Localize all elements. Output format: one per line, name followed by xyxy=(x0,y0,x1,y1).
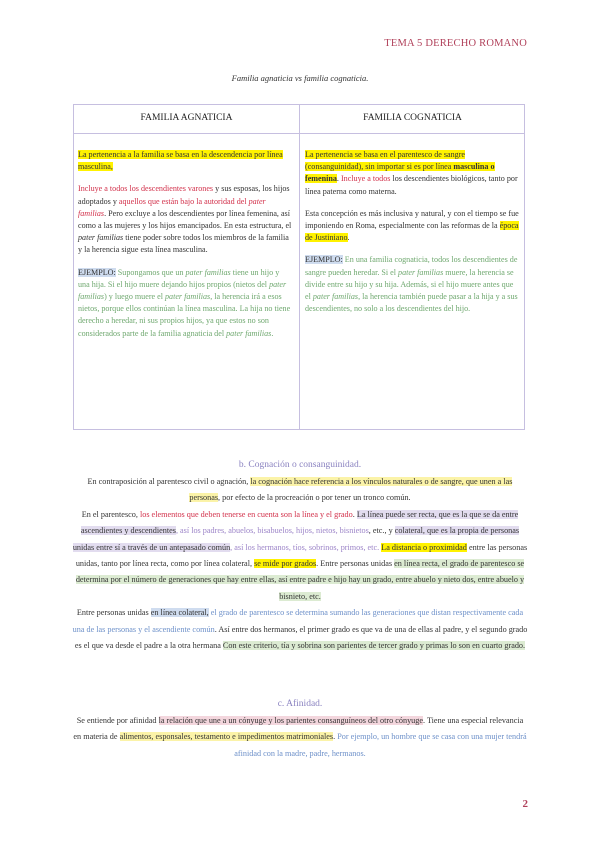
section-body-afinidad xyxy=(72,713,528,762)
table-caption: Familia agnaticia vs familia cognaticia. xyxy=(231,73,369,83)
cognaticia-example: EJEMPLO: En una familia cognaticia, todos los descendientes de sangre pueden heredar. Si el pater familias muere, la herencia se divide entre su hijo y su hija. Además, si el hijo muere antes que el pater familias, la herencia también puede pasar a la hija y a sus descendientes, no solo a los descendientes del hijo. xyxy=(305,255,518,314)
comparison-table xyxy=(73,104,525,430)
agnaticia-example: EJEMPLO: Supongamos que un pater familias tiene un hijo y una hija. Si el hijo muere dejando hijos propios (nietos del pater familias) y luego muere el pater familias, la herencia irá a esos nietos, porque ellos continúan la línea masculina. La hija no tiene derecho a heredar, ni sus propios hijos, ya que estos no son considerados parte de la familia agnaticia del pater familias. xyxy=(78,267,291,338)
table-header-agnaticia: FAMILIA AGNATICIA xyxy=(140,113,233,123)
section-title-afinidad: c. Afinidad. xyxy=(277,699,323,709)
cognacion-paragraph-3: Entre personas unidas en línea colateral, el grado de parentesco se determina sumando las generaciones que distan respectivamente cada una de las personas y el ascendiente común. Así entre dos hermanos, el primer grado es que va de una de ellas al padre, y el segundo grado es el que va desde el padre a la otra hermana Con este criterio, tía y sobrina son parientes de tercer grado y primas lo son en cuarto grado. xyxy=(72,608,528,651)
table-header-cognaticia: FAMILIA COGNATICIA xyxy=(363,113,462,123)
running-header: TEMA 5 DERECHO ROMANO xyxy=(384,38,527,49)
table-cell-agnaticia xyxy=(78,149,292,350)
cognaticia-definition: La pertenencia se basa en el parentesco de sangre (consanguinidad), sin importar si es por línea masculina o femenina. Incluye a todos los descendientes biológicos, tanto por línea paterna como materna. xyxy=(305,150,518,196)
table-header-divider xyxy=(74,133,524,134)
afinidad-paragraph: Se entiende por afinidad la relación que une a un cónyuge y los parientes consanguíneos del otro cónyuge. Tiene una especial relevancia en materia de alimentos, esponsales, testamento e impedimentos matrimoniales. Por ejemplo, un hombre que se casa con una mujer tendrá afinidad con la madre, padre, hermanos. xyxy=(73,716,527,758)
section-title-cognacion: b. Cognación o consanguinidad. xyxy=(238,460,362,470)
cognaticia-evolution: Esta concepción es más inclusiva y natural, y con el tiempo se fue imponiendo en Roma, especialmente con las reformas de la época de Justiniano. xyxy=(305,208,519,243)
section-body-cognacion xyxy=(72,474,528,654)
agnaticia-definition: La pertenencia a la familia se basa en la descendencia por línea masculina, xyxy=(78,150,283,172)
table-column-divider xyxy=(299,105,300,429)
cognacion-paragraph-2: En el parentesco, los elementos que deben tenerse en cuenta son la línea y el grado. La línea puede ser recta, que es la que se da entre ascendientes y descendientes, así los padres, abuelos, bisabuelos, hijos, nietos, bisnietos, etc., y colateral, que es la propia de personas unidas entre sí a través de un antepasado común, así los hermanos, tíos, sobrinos, primos, etc. La distancia o proximidad entre las personas unidas, tanto por línea recta, como por línea colateral, se mide por grados. Entre personas unidas en línea recta, el grado de parentesco se determina por el número de generaciones que hay entre ellas, así entre padre e hijo hay un grado, entre abuelo y nieto dos, entre abuelo y bisnieto, etc. xyxy=(72,509,528,601)
page-number: 2 xyxy=(522,798,528,810)
cognacion-paragraph-1: En contraposición al parentesco civil o agnación, la cognación hace referencia a los vínculos naturales o de sangre, que unen a las personas, por efecto de la procreación o por tener un tronco común. xyxy=(87,477,513,503)
agnaticia-members: Incluye a todos los descendientes varones y sus esposas, los hijos adoptados y aquellos que están bajo la autoridad del pater familias. Pero excluye a los descendientes por línea femenina, así como a las mujeres y los hijos emancipados. En esta estructura, el pater familias tiene poder sobre todos los miembros de la familia y la herencia sigue esta línea masculina. xyxy=(78,184,292,255)
table-cell-cognaticia xyxy=(305,149,519,325)
